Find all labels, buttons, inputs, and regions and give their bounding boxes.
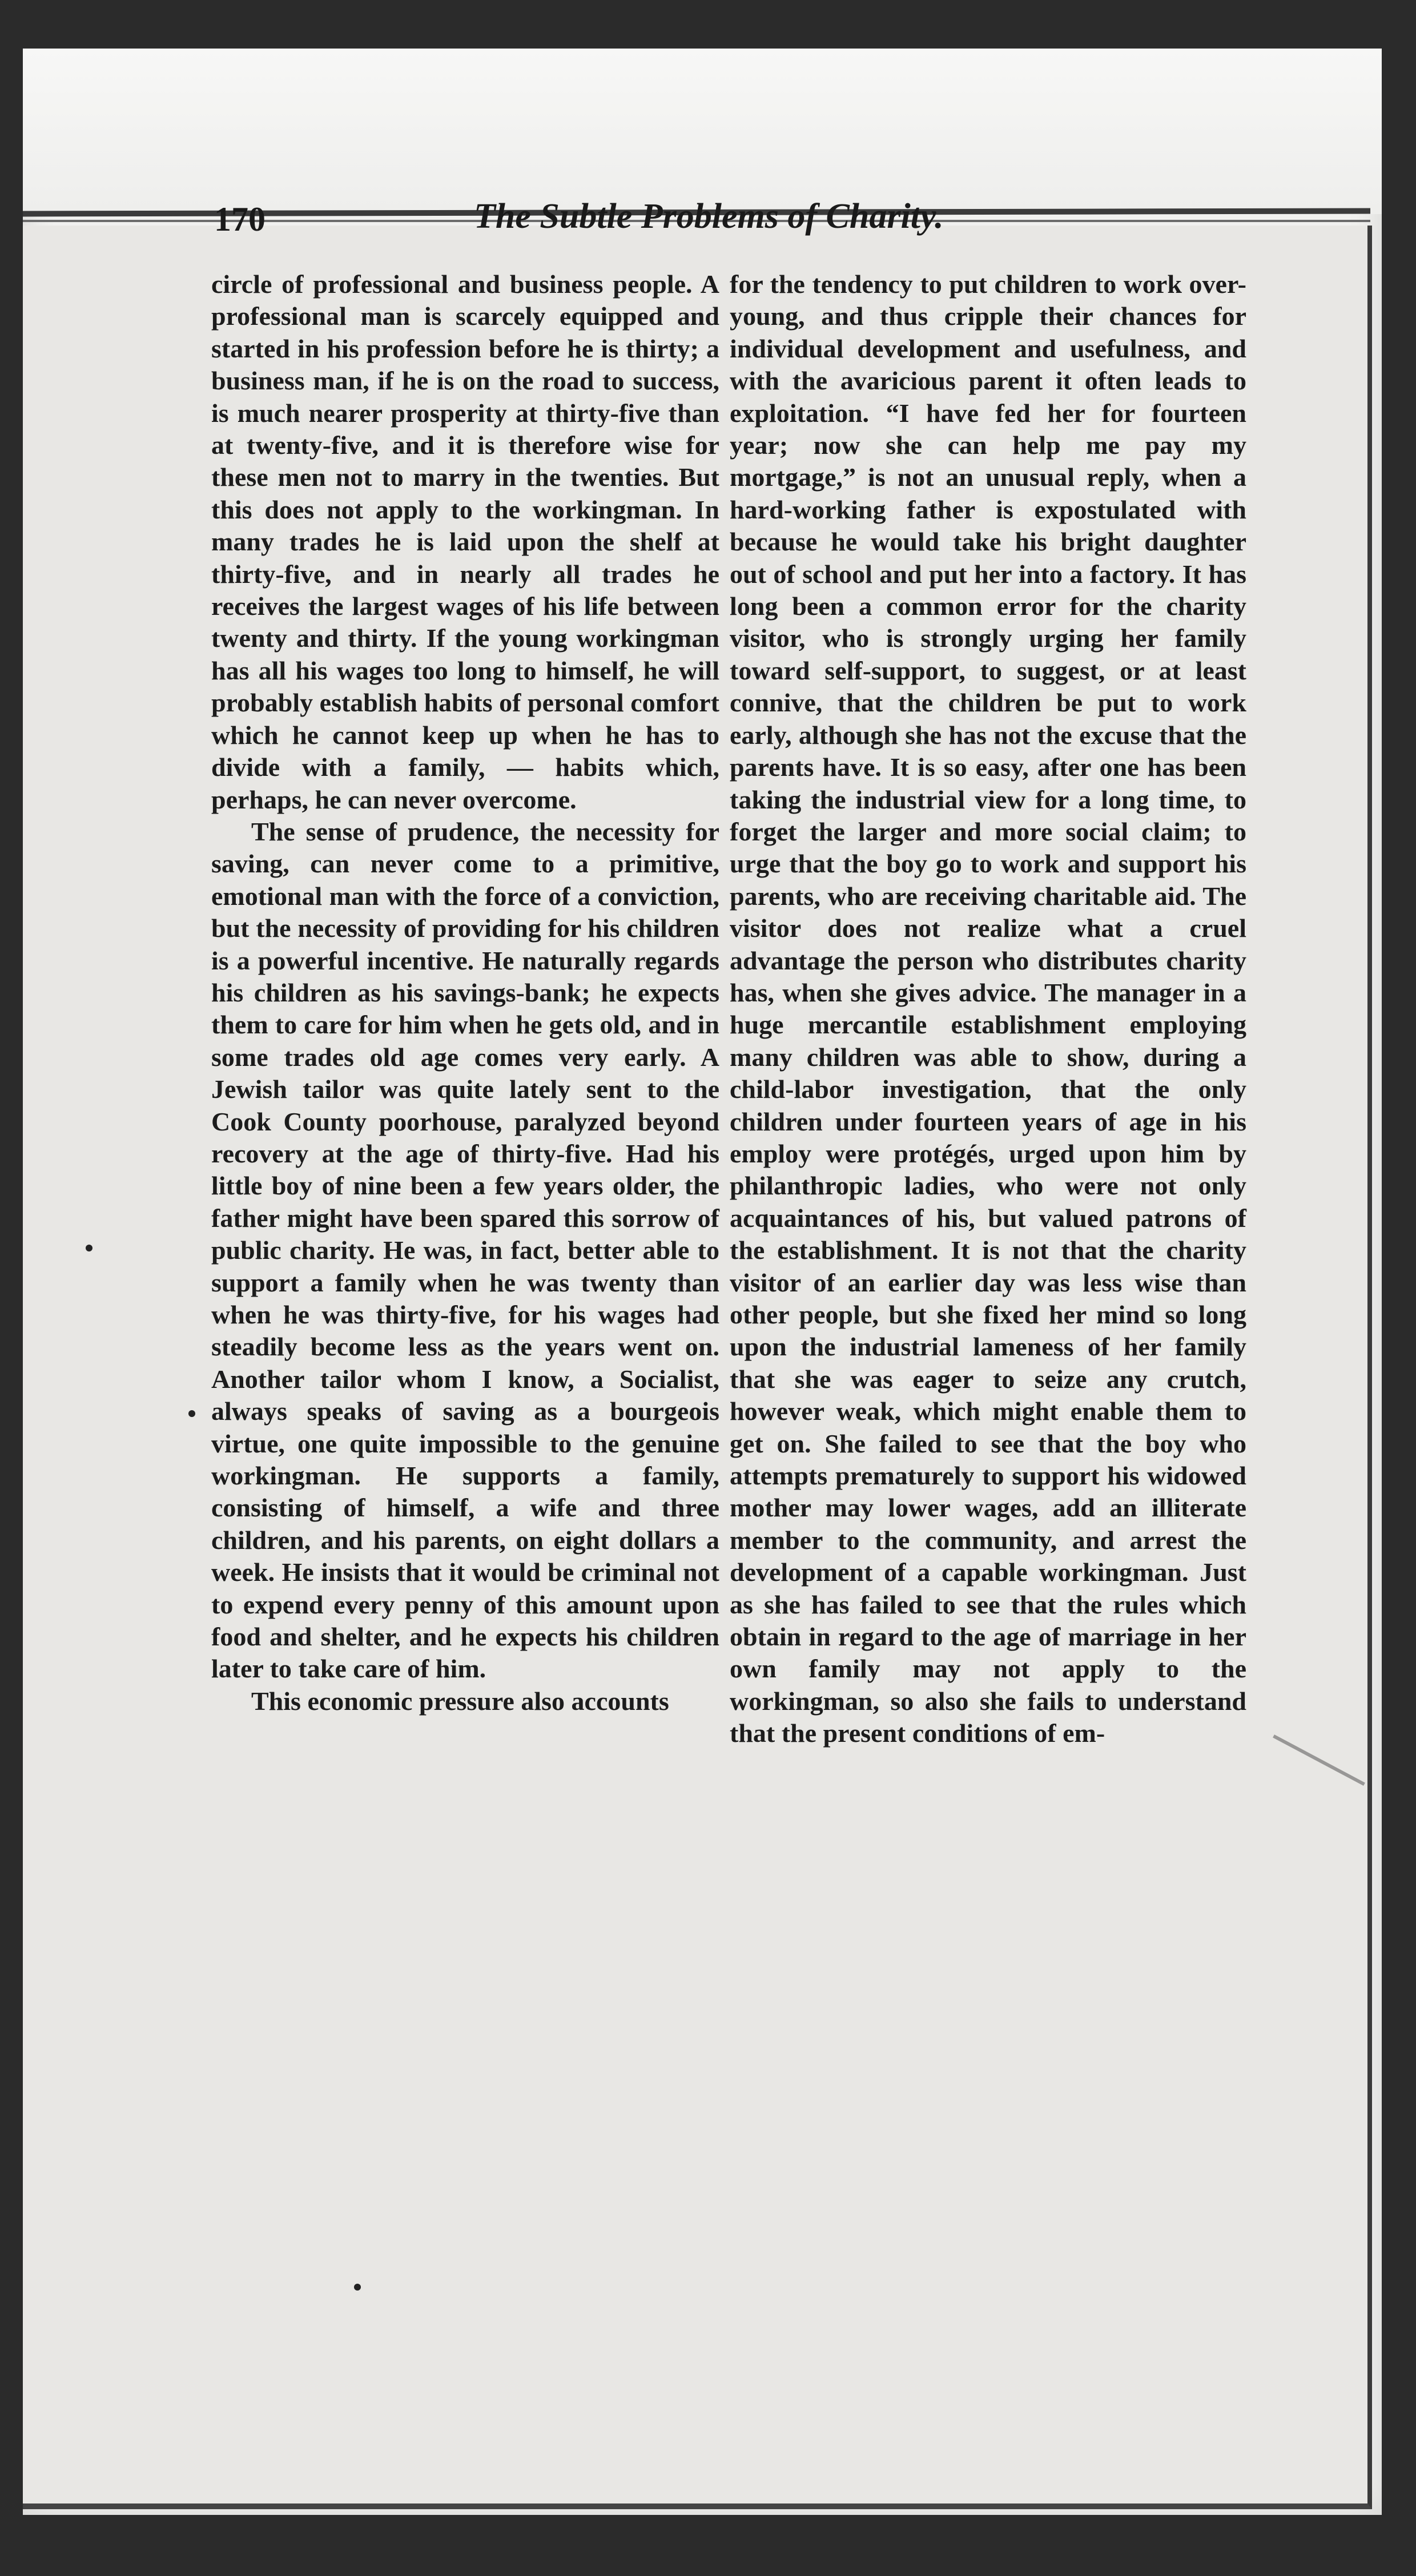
paragraph: This economic pressure also accounts — [251, 1686, 669, 1716]
running-title: The Subtle Problems of Charity. — [474, 197, 944, 236]
scan-speck — [354, 2284, 361, 2291]
running-head — [0, 197, 1313, 263]
paragraph: circle of professional and business people. A professional man is scarcely equipped and started in his profession before he is thirty; a business man, if he is on the road to success, is much nearer prosperity at thirty-five than at twenty-five, and it is therefore wise for these men not to marry in the twenties. But this does not apply to the workingman. In many trades he is laid upon the shelf at thirty-five, and in nearly all trades he receives the largest wages of his life between twenty and thirty. If the young workingman has all his wages too long to himself, he will probably establish habits of personal comfort which he cannot keep up when he has to divide with a family, — habits which, perhaps, he can never overcome. — [211, 269, 719, 814]
page-number: 170 — [214, 200, 266, 238]
scan-speck — [188, 1410, 195, 1417]
paragraph: The sense of prudence, the necessity for saving, can never come to a primitive, emotional man with the force of a conviction, but the necessity of providing for his children is a powerful incentive. He naturally regards his children as his savings-bank; he expects them to care for him when he gets old, and in some trades old age comes very early. A Jewish tailor was quite lately sent to the Cook County poorhouse, paralyzed beyond recovery at the age of thirty-five. Had his little boy of nine been a few years older, the father might have been spared this sorrow of public charity. He was, in fact, better able to support a family when he was twenty than when he was thirty-five, for his wages had steadily become less as the years went on. Another tailor whom I know, a Socialist, always speaks of saving as a bourgeois virtue, one quite impossible to the genuine workingman. He supports a family, consisting of himself, a wife and three children, and his parents, on eight dollars a week. He insists that it would be criminal not to expend every penny of this amount upon food and shelter, and he expects his children later to take care of him. — [211, 816, 719, 1684]
scan-speck — [86, 1245, 92, 1251]
top-margin-area — [23, 49, 1382, 214]
text-column-left — [211, 268, 719, 1717]
text-column-right — [730, 268, 1246, 1750]
paragraph: for the tendency to put children to work over-young, and thus cripple their chances for individual development and usefulness, and with the avaricious parent it often leads to exploitation. “I have fed her for fourteen year; now she can help me pay my mortgage,” is not an unusual reply, when a hard-working father is expostulated with because he would take his bright daughter out of school and put her into a factory. It has long been a common error for the charity visitor, who is strongly urging her family toward self-support, to suggest, or at least connive, that the children be put to work early, although she has not the excuse that the parents have. It is so easy, after one has been taking the industrial view for a long time, to forget the larger and more social claim; to urge that the boy go to work and support his parents, who are receiving charitable aid. The visitor does not realize what a cruel advantage the person who distributes charity has, when she gives advice. The manager in a huge mercantile establishment employing many children was able to show, during a child-labor investigation, that the only children under fourteen years of age in his employ were protégés, urged upon him by philanthropic ladies, who were not only acquaintances of his, but valued patrons of the establishment. It is not that the charity visitor of an earlier day was less wise than other people, but she fixed her mind so long upon the industrial lameness of her family that she was eager to seize any crutch, however weak, which might enable them to get on. She failed to see that the boy who attempts prematurely to support his widowed mother may lower wages, add an illiterate member to the community, and arrest the development of a capable workingman. Just as she has failed to see that the rules which obtain in regard to the age of marriage in her own family may not apply to the workingman, so also she fails to understand that the present conditions of em- — [730, 269, 1246, 1748]
